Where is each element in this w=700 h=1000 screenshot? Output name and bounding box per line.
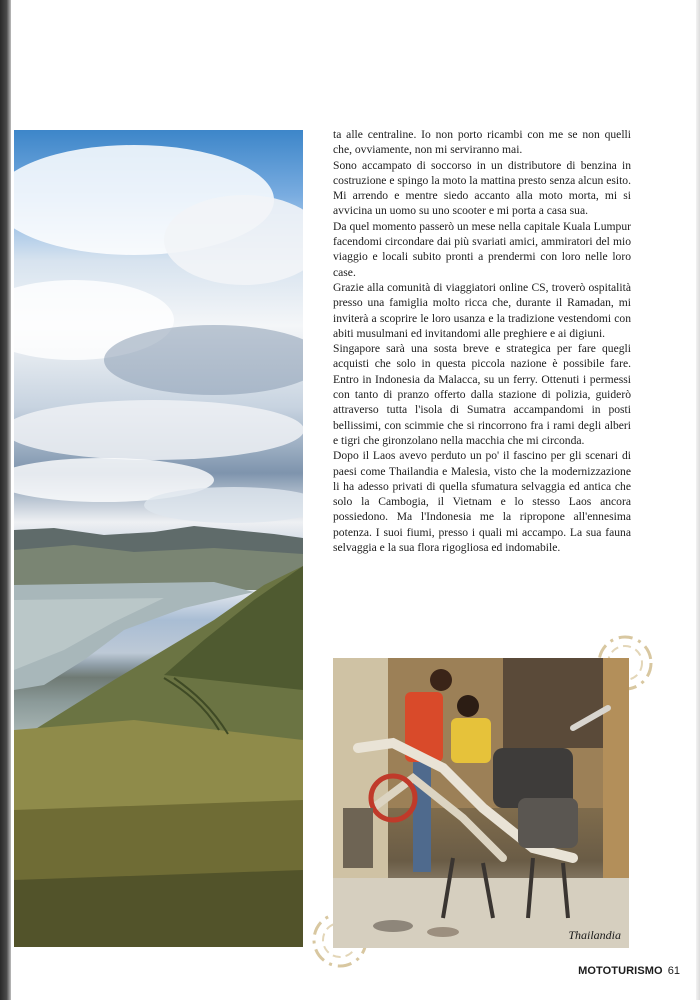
article-paragraph-1: ta alle centraline. Io non porto ricambi con me se non quelli che, ovviamente, non mi serviranno mai. <box>333 128 631 157</box>
landscape-illustration <box>14 130 303 947</box>
article-paragraph-3: Da quel momento passerò un mese nella capitale Kuala Lumpur facendomi circondare dai più svariati amici, ammiratori del mio viaggio e locali subito pronti a prendermi con loro nelle loro case. <box>333 219 631 279</box>
article-paragraph-5: Singapore sarà una sosta breve e strategica per fare quegli acquisti che solo in questa piccola nazione è possibile fare. Entro in Indonesia da Malacca, su un ferry. Ottenuti i permessi con tanto di pranzo offerto dalla stazione di polizia, guiderò attraverso tutta l'isola di Sumatra accampandomi in posti bellissimi, con scimmie che si rincorrono fra i rami degli alberi e tigri che gironzolano nella macchia che mi circonda. <box>333 342 631 447</box>
landscape-photo <box>14 130 303 947</box>
workshop-photo <box>333 658 629 948</box>
photo-caption: Thailandia <box>568 928 621 942</box>
page-number: 61 <box>667 965 680 977</box>
magazine-name: MOTOTURISMO <box>578 965 663 977</box>
article-paragraph-6: Dopo il Laos avevo perduto un po' il fascino per gli scenari di paesi come Thailandia e Malesia, visto che la modernizzazione li ha adesso privati di quella sfumatura selvaggia ed antica che solo la Cambogia, il Vietnam e lo stesso Laos ancora possiedono. Ma l'Indonesia me la ripropone all'ennesima potenza. I suoi fiumi, presso i quali mi accampo. La sua fauna selvaggia e la sua flora rigogliosa ed indomabile. <box>333 449 631 555</box>
article-paragraph-4: Grazie alla comunità di viaggiatori online CS, troverò ospitalità presso una famiglia molto ricca che, durante il Ramadan, mi inviterà a scoprire le loro usanza e la tradizione vestendomi con abiti musulmani ed invitandomi alle preghiere e ai digiuni. <box>333 280 631 340</box>
page-binding-edge <box>0 0 11 1000</box>
article-body <box>333 127 631 555</box>
page-footer <box>578 965 680 977</box>
page-right-edge <box>696 0 700 1000</box>
article-paragraph-2: Sono accampato di soccorso in un distributore di benzina in costruzione e spingo la moto la mattina presto senza alcun esito. Mi arrendo e mentre siedo accanto alla moto morta, mi si avvicina un uomo su uno scooter e mi porta a casa sua. <box>333 158 631 218</box>
workshop-illustration <box>333 658 629 948</box>
